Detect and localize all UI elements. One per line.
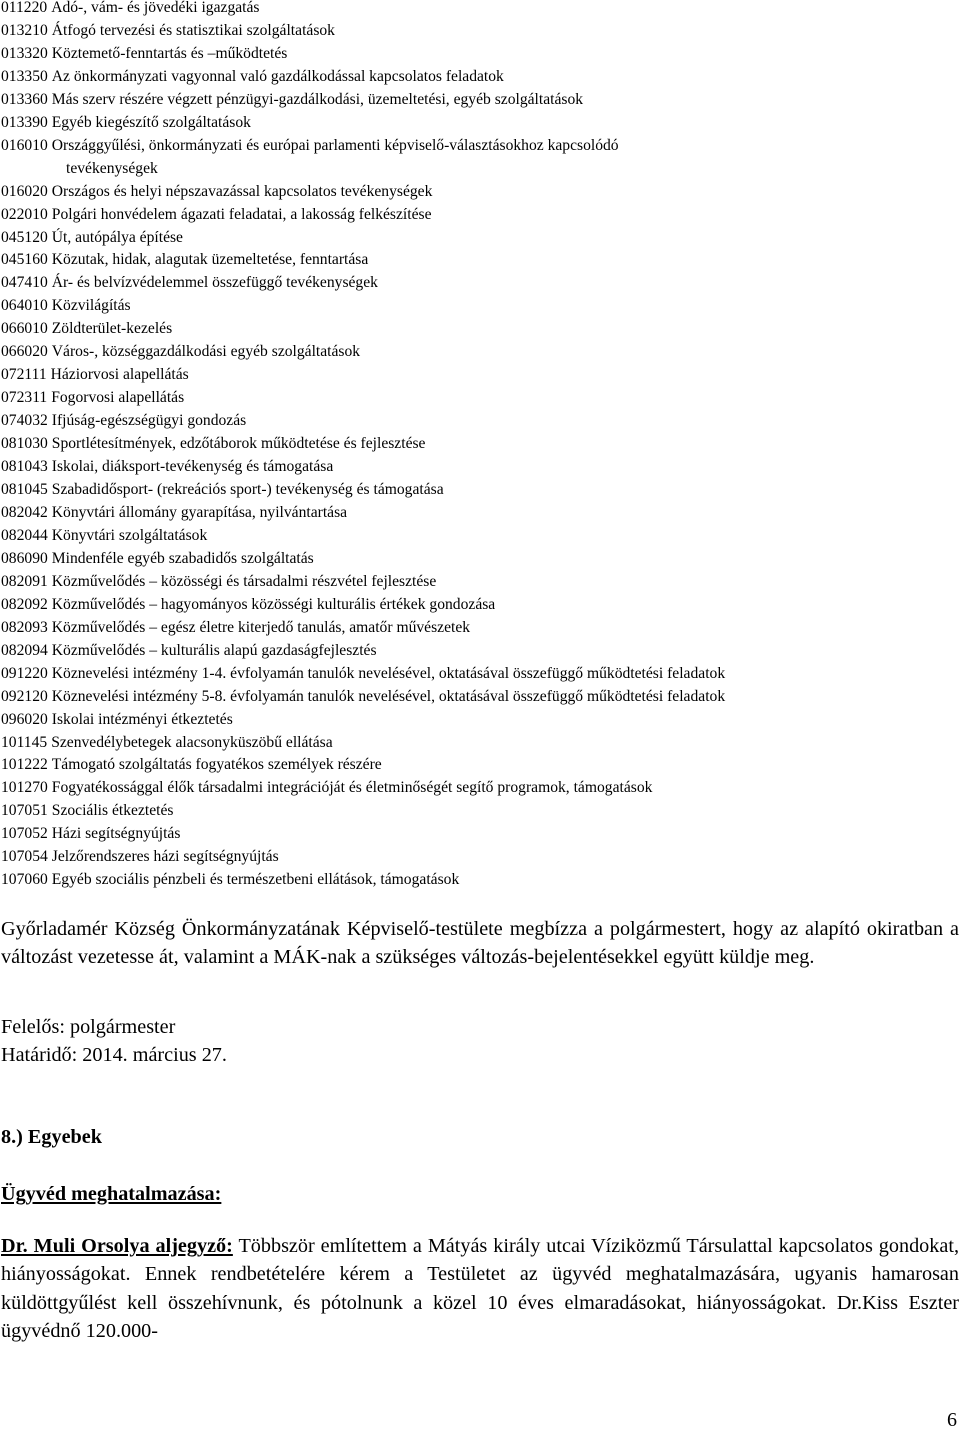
activity-label: Szenvedélybetegek alacsonyküszöbű ellátása xyxy=(51,733,333,751)
activity-label: Közművelődés – kulturális alapú gazdaságfejlesztés xyxy=(51,641,377,659)
list-item xyxy=(1,410,956,433)
activity-code: 013350 xyxy=(1,67,48,85)
activity-code: 064010 xyxy=(1,297,48,315)
responsible-line: Felelős: polgármester xyxy=(1,1016,176,1038)
activity-label: Közművelődés – egész életre kiterjedő tanulás, amatőr művészetek xyxy=(51,618,471,636)
activity-code: 013390 xyxy=(1,113,48,131)
activity-label: Adó-, vám- és jövedéki igazgatás xyxy=(51,0,260,16)
activity-code: 081043 xyxy=(1,458,48,476)
activity-code: 101145 xyxy=(1,733,48,751)
activity-label: Város-, községgazdálkodási egyéb szolgáltatások xyxy=(51,343,361,361)
activity-code: 096020 xyxy=(1,710,48,728)
list-item xyxy=(1,272,956,295)
activity-code: 022010 xyxy=(1,205,48,223)
deadline-line: Határidő: 2014. március 27. xyxy=(1,1044,227,1066)
activity-code: 082094 xyxy=(1,641,48,659)
activity-code: 082093 xyxy=(1,618,48,636)
list-item xyxy=(1,754,956,777)
list-item xyxy=(1,617,956,640)
list-item xyxy=(1,594,956,617)
activity-code: 066020 xyxy=(1,343,48,361)
activity-code: 072311 xyxy=(1,389,48,407)
list-item xyxy=(1,479,956,502)
list-item xyxy=(1,295,956,318)
activity-label: Közművelődés – hagyományos közösségi kulturális értékek gondozása xyxy=(51,595,496,613)
activity-code: 082092 xyxy=(1,595,48,613)
list-item xyxy=(1,571,956,594)
activity-label: Házi segítségnyújtás xyxy=(51,825,181,843)
activity-label: Út, autópálya építése xyxy=(51,228,183,246)
activity-label: Iskolai intézményi étkeztetés xyxy=(51,710,233,728)
list-item xyxy=(1,364,956,387)
list-item xyxy=(1,640,956,663)
activity-label: Közvilágítás xyxy=(51,297,131,315)
activity-label: Országgyűlési, önkormányzati és európai parlamenti képviselő-választásokhoz kapcsolódó xyxy=(51,136,619,154)
activity-label: Más szerv részére végzett pénzügyi-gazdálkodási, üzemeltetési, egyéb szolgáltatások xyxy=(51,90,584,108)
list-item xyxy=(1,433,956,456)
list-item xyxy=(1,43,956,66)
list-item xyxy=(1,663,956,686)
list-item xyxy=(1,869,956,892)
speaker-name: Dr. Muli Orsolya aljegyző: xyxy=(1,1235,233,1257)
activity-label: Országos és helyi népszavazással kapcsolatos tevékenységek xyxy=(51,182,433,200)
activity-label: Közművelődés – közösségi és társadalmi részvétel fejlesztése xyxy=(51,572,437,590)
activity-code: 086090 xyxy=(1,549,48,567)
section-heading: 8.) Egyebek xyxy=(1,1126,102,1148)
activity-label: Ár- és belvízvédelemmel összefüggő tevékenységek xyxy=(51,274,378,292)
activity-code: 045160 xyxy=(1,251,48,269)
activity-code: 107052 xyxy=(1,825,48,843)
list-item xyxy=(1,823,956,846)
activity-code: 013360 xyxy=(1,90,48,108)
activity-label: Köznevelési intézmény 5-8. évfolyamán tanulók nevelésével, oktatásával összefüggő működtetési feladatok xyxy=(51,687,726,705)
list-item xyxy=(1,249,956,272)
activity-label-continuation: tevékenységek xyxy=(66,159,158,177)
list-item xyxy=(1,112,956,135)
list-item xyxy=(1,341,956,364)
activity-label: Szociális étkeztetés xyxy=(51,802,174,820)
list-item xyxy=(1,732,956,755)
activity-label: Könyvtári szolgáltatások xyxy=(51,526,208,544)
list-item xyxy=(1,181,956,204)
list-item xyxy=(1,89,956,112)
activity-code: 066010 xyxy=(1,320,48,338)
list-item xyxy=(1,318,956,341)
activity-label: Mindenféle egyéb szabadidős szolgáltatás xyxy=(51,549,314,567)
activity-label: Átfogó tervezési és statisztikai szolgáltatások xyxy=(51,21,335,39)
minutes-text: Többször említettem a Mátyás király utcai Víziközmű Társulattal kapcsolatos gondokat, hiányosságokat. Ennek rendbetételére kérem a Testületet az ügyvéd meghatalmazására, ugyanis hamarosan küldöttgyűlést kell összehívnunk, és pótolnunk a közel 10 éves elmaradásokat, hiányosságokat. Dr.Kiss Eszter ügyvédnő 120.000- xyxy=(1,1235,959,1343)
list-item xyxy=(1,456,956,479)
list-item xyxy=(1,502,956,525)
activity-label: Könyvtári állomány gyarapítása, nyilvántartása xyxy=(51,503,348,521)
activity-code: 013320 xyxy=(1,44,48,62)
activity-label: Háziorvosi alapellátás xyxy=(50,366,189,384)
activity-code: 101222 xyxy=(1,756,48,774)
activity-code: 107051 xyxy=(1,802,48,820)
activity-label: Köztemető-fenntartás és –működtetés xyxy=(51,44,288,62)
activity-label: Iskolai, diáksport-tevékenység és támogatása xyxy=(51,458,334,476)
list-item xyxy=(1,20,956,43)
activity-code: 016020 xyxy=(1,182,48,200)
activity-label: Ifjúság-egészségügyi gondozás xyxy=(51,412,247,430)
activity-label: Szabadidősport- (rekreációs sport-) tevékenység és támogatása xyxy=(51,481,444,499)
activity-label: Köznevelési intézmény 1-4. évfolyamán tanulók nevelésével, oktatásával összefüggő működtetési feladatok xyxy=(51,664,726,682)
activity-code: 016010 xyxy=(1,136,48,154)
list-item xyxy=(1,135,956,181)
list-item xyxy=(1,846,956,869)
activity-code: 045120 xyxy=(1,228,48,246)
activity-code: 047410 xyxy=(1,274,48,292)
page-number: 6 xyxy=(947,1409,957,1431)
activity-label: Jelzőrendszeres házi segítségnyújtás xyxy=(51,848,279,866)
activity-code: 101270 xyxy=(1,779,48,797)
activity-code: 013210 xyxy=(1,21,48,39)
activity-code: 107054 xyxy=(1,848,48,866)
section-subheading: Ügyvéd meghatalmazása: xyxy=(1,1183,222,1205)
activity-code: 091220 xyxy=(1,664,48,682)
activity-label: Egyéb szociális pénzbeli és természetbeni ellátások, támogatások xyxy=(51,871,460,889)
list-item xyxy=(1,525,956,548)
activity-code: 074032 xyxy=(1,412,48,430)
activity-code: 092120 xyxy=(1,687,48,705)
activity-code: 072111 xyxy=(1,366,47,384)
activity-code: 082044 xyxy=(1,526,48,544)
resolution-paragraph: Győrladamér Község Önkormányzatának Képviselő-testülete megbízza a polgármestert, hogy az alapító okiratban a változást vezetesse át, valamint a MÁK-nak a szükséges változás-bejelentésekkel együtt küldje meg. xyxy=(1,918,959,969)
list-item xyxy=(1,387,956,410)
activity-code: 082042 xyxy=(1,503,48,521)
activity-code: 082091 xyxy=(1,572,48,590)
minutes-paragraph xyxy=(1,1232,959,1346)
activity-code: 081045 xyxy=(1,481,48,499)
activity-code: 081030 xyxy=(1,435,48,453)
activity-label: Zöldterület-kezelés xyxy=(51,320,173,338)
activity-label: Közutak, hidak, alagutak üzemeltetése, fenntartása xyxy=(51,251,369,269)
activity-code: 011220 xyxy=(1,0,48,16)
activity-label: Egyéb kiegészítő szolgáltatások xyxy=(51,113,251,131)
list-item xyxy=(1,66,956,89)
activity-label: Az önkormányzati vagyonnal való gazdálkodással kapcsolatos feladatok xyxy=(51,67,504,85)
list-item xyxy=(1,0,956,20)
activity-label: Sportlétesítmények, edzőtáborok működtetése és fejlesztése xyxy=(51,435,426,453)
list-item xyxy=(1,227,956,250)
list-item xyxy=(1,548,956,571)
activity-label: Fogorvosi alapellátás xyxy=(51,389,185,407)
activity-code: 107060 xyxy=(1,871,48,889)
list-item xyxy=(1,777,956,800)
activity-label: Polgári honvédelem ágazati feladatai, a lakosság felkészítése xyxy=(51,205,432,223)
activity-label: Fogyatékossággal élők társadalmi integrációját és életminőségét segítő programok, támogatások xyxy=(51,779,653,797)
list-item xyxy=(1,709,956,732)
activity-label: Támogató szolgáltatás fogyatékos személyek részére xyxy=(51,756,382,774)
activity-code-list xyxy=(1,0,956,892)
list-item xyxy=(1,800,956,823)
list-item xyxy=(1,204,956,227)
list-item xyxy=(1,686,956,709)
